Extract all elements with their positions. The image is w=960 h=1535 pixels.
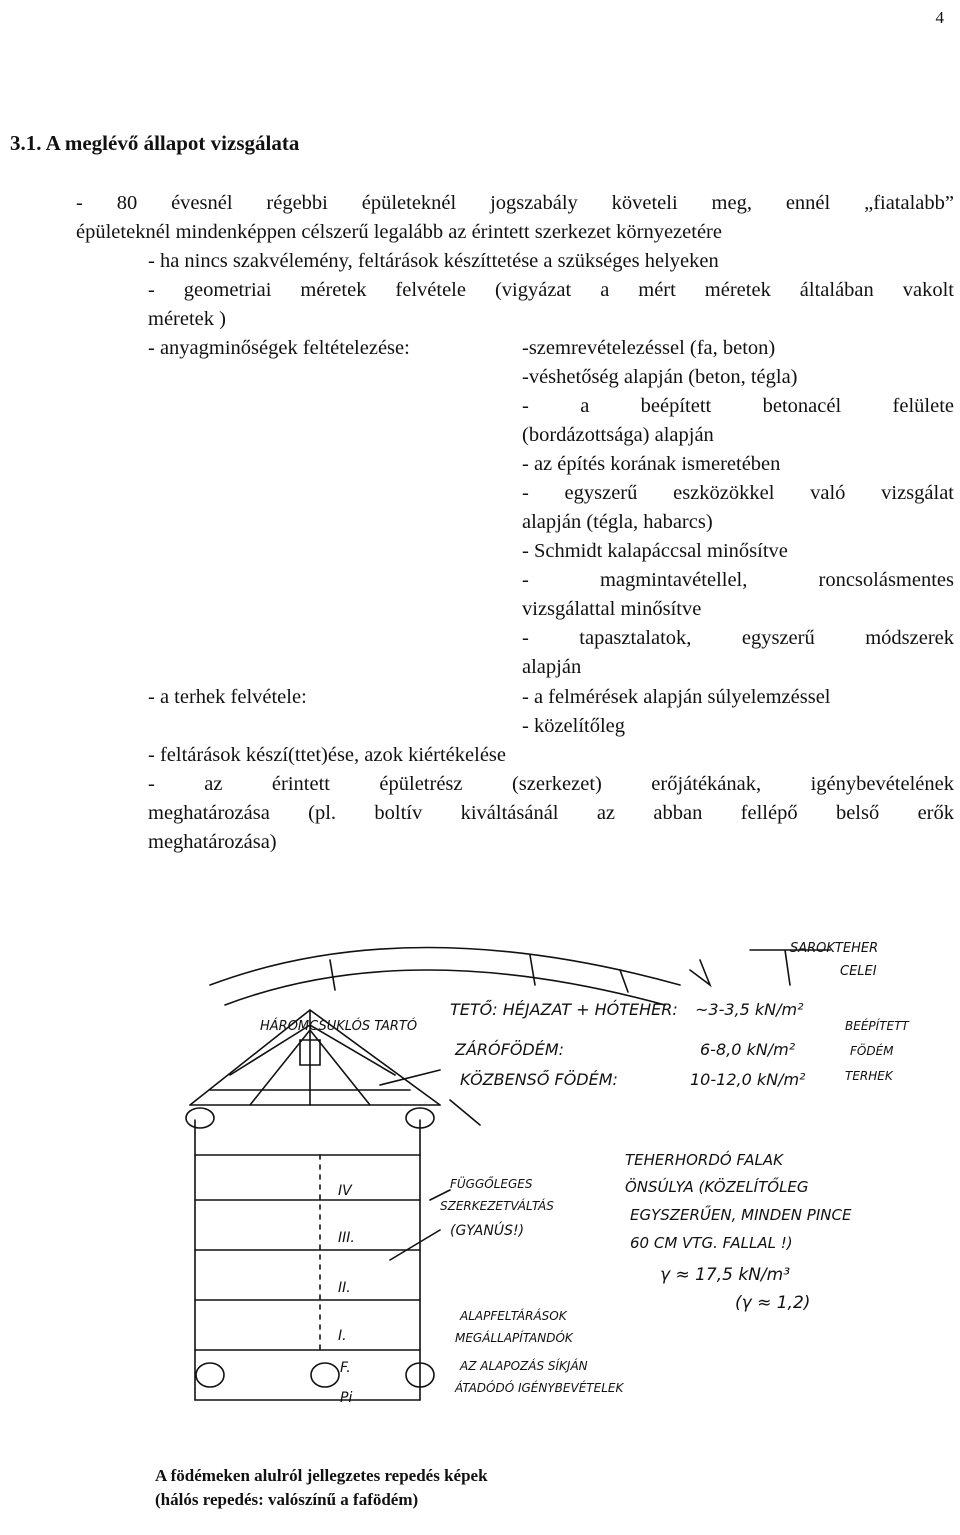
label-fodem: FÖDÉM [850, 1044, 894, 1058]
materials-item-12: alapján [522, 656, 582, 678]
materials-item-9: - magmintavétellel, roncsolásmentes [522, 569, 954, 591]
sketch-caption-1: A födémeken alulról jellegzetes repedés képek [155, 1466, 488, 1485]
materials-item-6: - egyszerű eszközökkel való vizsgálat [522, 482, 954, 504]
loads-item-1: - a felmérések alapján súlyelemzéssel [522, 686, 831, 708]
body-line-1: - 80 évesnél régebbi épületeknél jogszabály követeli meg, ennél „fiatalabb” [76, 192, 954, 214]
label-teto-value: ~3-3,5 kN/m² [695, 1000, 804, 1019]
materials-item-8: - Schmidt kalapáccsal minősítve [522, 540, 788, 562]
loads-item-2: - közelítőleg [522, 715, 626, 737]
section-title: 3.1. A meglévő állapot vizsgálata [10, 131, 300, 155]
label-egyszeruen: EGYSZERŰEN, MINDEN PINCE [630, 1206, 852, 1224]
label-alapfeltarasok: ALAPFELTÁRÁSOK [460, 1309, 567, 1323]
materials-item-3: - a beépített betonacél felülete [522, 395, 954, 417]
label-teherhordo: TEHERHORDÓ FALAK [625, 1151, 783, 1169]
label-onsuly: ÖNSÚLYA (KÖZELÍTŐLEG [625, 1178, 809, 1196]
label-teto: TETŐ: HÉJAZAT + HÓTEHER: [450, 1000, 678, 1019]
materials-item-7: alapján (tégla, habarcs) [522, 511, 713, 533]
body-line-8: meghatározása (pl. boltív kiváltásánál az abban fellépő belső erők [148, 802, 954, 824]
label-beepitett: BEÉPÍTETT [845, 1019, 909, 1033]
floor-label-f: F. [340, 1360, 351, 1376]
materials-item-2: -véshetőség alapján (beton, tégla) [522, 366, 798, 388]
body-line-2: épületeknél mindenképpen célszerű legalább az érintett szerkezet környezetére [76, 221, 722, 243]
label-megallapitandok: MEGÁLLAPÍTANDÓK [455, 1331, 573, 1345]
materials-item-1: -szemrevételezéssel (fa, beton) [522, 337, 776, 359]
label-haromcsuklos: HÁROMCSUKLÓS TARTÓ [260, 1019, 418, 1034]
body-line-7: - az érintett épületrész (szerkezet) erőjátékának, igénybevételének [148, 773, 954, 795]
label-atadodo: ÁTADÓDÓ IGÉNYBEVÉTELEK [455, 1381, 624, 1395]
floor-label-pi: Pi [340, 1390, 353, 1406]
floor-label-2: II. [338, 1280, 351, 1296]
floor-label-3: III. [338, 1230, 355, 1246]
label-terhek: TERHEK [845, 1069, 893, 1083]
label-szerkezetvaltas: SZERKEZETVÁLTÁS [440, 1199, 554, 1213]
materials-label: - anyagminőségek feltételezése: [148, 337, 410, 359]
materials-item-4: (bordázottsága) alapján [522, 424, 714, 446]
label-zarofodem-value: 6-8,0 kN/m² [700, 1040, 796, 1059]
label-kozbenso: KÖZBENSŐ FÖDÉM: [460, 1070, 618, 1089]
label-celei: CELEI [840, 964, 877, 979]
body-line-4: - geometriai méretek felvétele (vigyázat a mért méretek általában vakolt [148, 279, 954, 301]
label-sarokteher: SAROKTEHER [790, 941, 879, 956]
materials-item-10: vizsgálattal minősítve [522, 598, 702, 620]
label-gyanus: (GYANÚS!) [450, 1223, 525, 1239]
beam-section [186, 1108, 214, 1128]
label-vastag: 60 CM VTG. FALLAL !) [630, 1234, 793, 1252]
sketch-caption-2: (hálós repedés: valószínű a fafödém) [155, 1490, 419, 1509]
label-gamma-2: (γ ≈ 1,2) [735, 1293, 811, 1313]
arch-outer-line [210, 948, 680, 986]
label-alapozas: AZ ALAPOZÁS SÍKJÁN [460, 1359, 588, 1373]
materials-item-11: - tapasztalatok, egyszerű módszerek [522, 627, 954, 649]
building-section-sketch [150, 930, 940, 1410]
materials-item-5: - az építés korának ismeretében [522, 453, 781, 475]
label-kozbenso-value: 10-12,0 kN/m² [690, 1070, 806, 1089]
floor-label-4: IV [338, 1183, 352, 1199]
page-number: 4 [935, 8, 944, 27]
body-line-5: méretek ) [148, 308, 226, 330]
loads-label: - a terhek felvétele: [148, 686, 307, 708]
body-line-6: - feltárások készí(ttet)ése, azok kiértékelése [148, 744, 506, 766]
label-zarofodem: ZÁRÓFÖDÉM: [455, 1040, 565, 1059]
body-line-9: meghatározása) [148, 831, 277, 853]
body-line-3: - ha nincs szakvélemény, feltárások készíttetése a szükséges helyeken [148, 250, 719, 272]
label-fuggoleges: FÜGGŐLEGES [450, 1177, 533, 1191]
floor-label-1: I. [338, 1328, 347, 1344]
label-gamma: γ ≈ 17,5 kN/m³ [660, 1265, 791, 1285]
